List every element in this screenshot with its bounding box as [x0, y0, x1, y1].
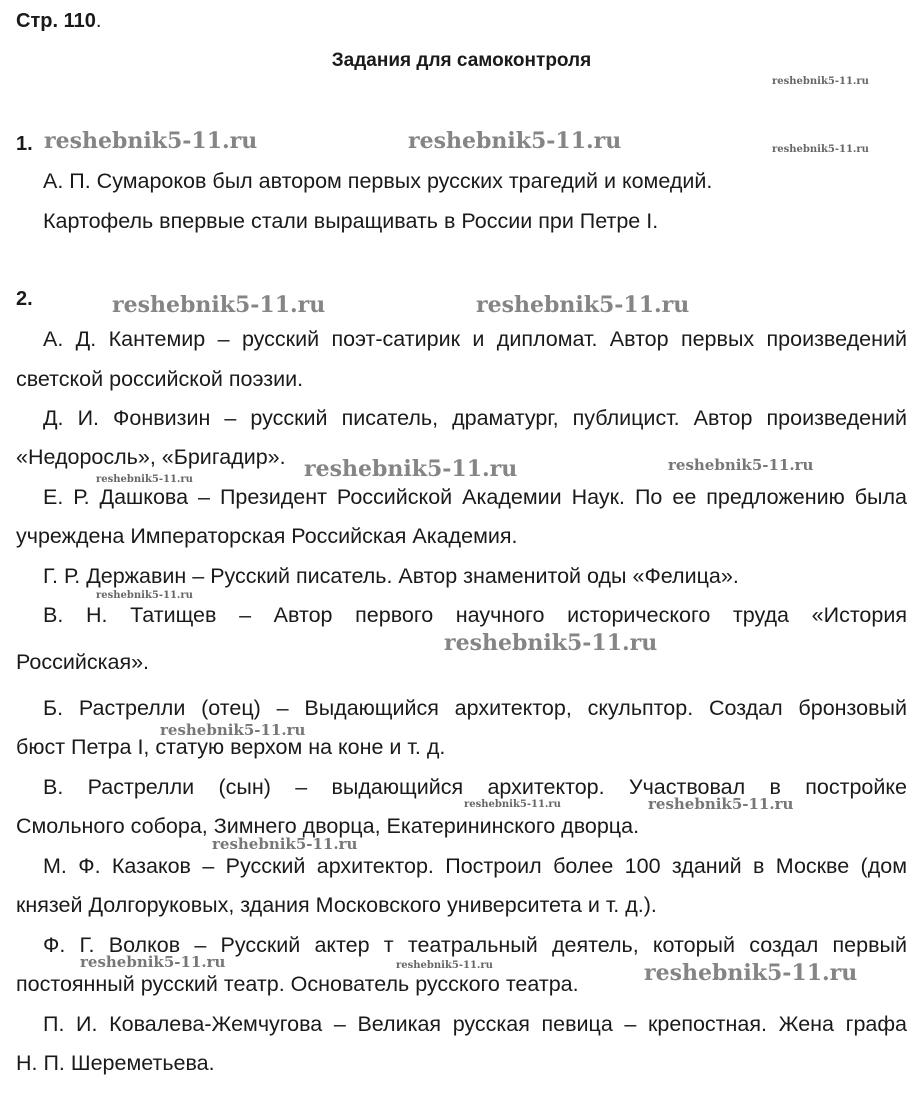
- task-2-line: Г. Р. Державин – Русский писатель. Автор знаменитой оды «Фелица».: [43, 564, 739, 588]
- watermark: reshebnik5-11.ru: [668, 456, 814, 474]
- watermark: reshebnik5-11.ru: [644, 960, 858, 986]
- watermark: reshebnik5-11.ru: [408, 128, 622, 154]
- watermark: reshebnik5-11.ru: [96, 474, 193, 485]
- task-2-number: 2.: [16, 288, 33, 310]
- watermark: reshebnik5-11.ru: [112, 292, 326, 318]
- task-2-line: Смольного собора, Зимнего дворца, Екатерининского дворца.: [16, 814, 640, 838]
- task-2-line: П. И. Ковалева-Жемчугова – Великая русская певица – крепостная. Жена графа: [43, 1012, 907, 1036]
- task-2-line: Д. И. Фонвизин – русский писатель, драматург, публицист. Автор произведений: [43, 406, 907, 430]
- task-1-line: А. П. Сумароков был автором первых русских трагедий и комедий.: [43, 169, 713, 193]
- task-2-line: бюст Петра I, статую верхом на коне и т. д.: [16, 735, 446, 759]
- task-2-line: князей Долгоруковых, здания Московского университета и т. д.).: [16, 893, 657, 917]
- watermark: reshebnik5-11.ru: [80, 953, 226, 971]
- task-2-line: Российская».: [16, 650, 150, 674]
- task-2-line: Б. Растрелли (отец) – Выдающийся архитектор, скульптор. Создал бронзовый: [43, 696, 907, 720]
- watermark: reshebnik5-11.ru: [476, 292, 690, 318]
- watermark: reshebnik5-11.ru: [772, 144, 869, 155]
- page-number: Стр. 110.: [16, 10, 102, 32]
- task-2-line: постоянный русский театр. Основатель русского театра.: [16, 972, 579, 996]
- task-2-line: В. Н. Татищев – Автор первого научного исторического труда «История: [43, 603, 907, 627]
- task-1-number: 1.: [16, 133, 33, 155]
- task-2-line: учреждена Императорская Российская Академия.: [16, 524, 518, 548]
- task-2-line: М. Ф. Казаков – Русский архитектор. Построил более 100 зданий в Москве (дом: [43, 854, 907, 878]
- watermark: reshebnik5-11.ru: [44, 128, 258, 154]
- watermark: reshebnik5-11.ru: [464, 799, 561, 810]
- task-2-line: А. Д. Кантемир – русский поэт-сатирик и дипломат. Автор первых произведений: [43, 327, 907, 351]
- watermark: reshebnik5-11.ru: [160, 721, 306, 739]
- task-2-line: Н. П. Шереметьева.: [16, 1051, 215, 1075]
- task-2-line: «Недоросль», «Бригадир».: [16, 445, 286, 469]
- task-1-line: Картофель впервые стали выращивать в России при Петре I.: [43, 209, 659, 233]
- task-2-line: Е. Р. Дашкова – Президент Российской Академии Наук. По ее предложению была: [43, 485, 907, 509]
- section-title: Задания для самоконтроля: [331, 50, 592, 71]
- watermark: reshebnik5-11.ru: [396, 960, 493, 971]
- watermark: reshebnik5-11.ru: [772, 76, 869, 87]
- watermark: reshebnik5-11.ru: [444, 630, 658, 656]
- watermark: reshebnik5-11.ru: [648, 795, 794, 813]
- task-2-line: В. Растрелли (сын) – выдающийся архитектор. Участвовал в постройке: [43, 775, 907, 799]
- watermark: reshebnik5-11.ru: [304, 456, 518, 482]
- watermark: reshebnik5-11.ru: [96, 590, 193, 601]
- watermark: reshebnik5-11.ru: [212, 835, 358, 853]
- task-2-line: Ф. Г. Волков – Русский актер т театральный деятель, который создал первый: [43, 933, 907, 957]
- task-2-line: светской российской поэзии.: [16, 367, 304, 391]
